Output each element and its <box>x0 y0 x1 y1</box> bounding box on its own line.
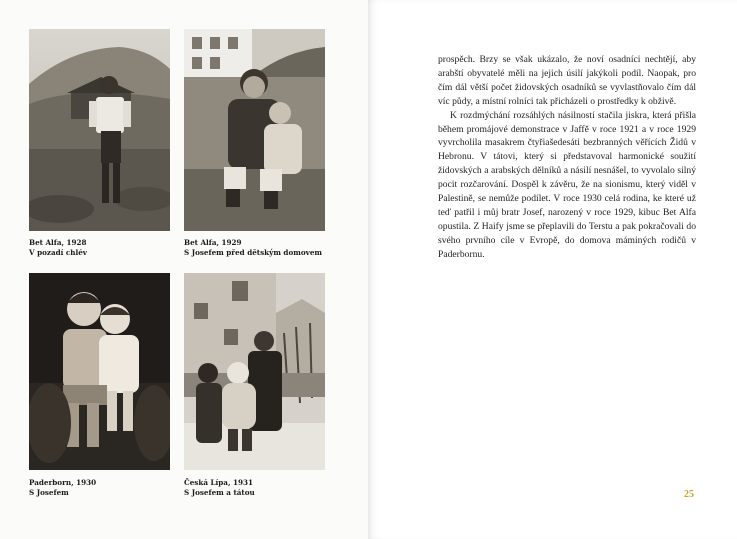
caption-description: S Josefem <box>29 488 69 497</box>
photo-caption <box>184 478 255 498</box>
photo-bet-alfa-1929 <box>184 29 325 231</box>
caption-description: S Josefem před dětským domovem <box>184 248 322 257</box>
paragraph: prospěch. Brzy se však ukázalo, že noví osadníci nechtějí, aby arabští obyvatelé měli na jejich úsilí jakýkoli podíl. Naopak, pro čím dál větší počet židovských osadníků se vyvlastňovalo čím dál víc půdy, a místní rolníci tak přicházeli o prostředky k obživě. <box>438 54 696 107</box>
caption-place-date: Bet Alfa, 1928 <box>29 238 87 247</box>
caption-description: S Josefem a tátou <box>184 488 255 497</box>
photo-paderborn-1930 <box>29 273 170 470</box>
body-text <box>438 53 696 262</box>
photo-ceska-lipa-1931 <box>184 273 325 470</box>
photo-caption <box>184 238 322 258</box>
photo-caption <box>29 478 96 498</box>
caption-description: V pozadí chlév <box>29 248 87 257</box>
photo-bet-alfa-1928 <box>29 29 170 231</box>
page-number: 25 <box>684 489 694 500</box>
paragraph: K rozdmýchání rozsáhlých násilností stačila jiskra, která přišla během promájové demonstrace v Jaffě v roce 1921 a v roce 1929 vyvrcholila masakrem čtyřiašedesáti bezbranných věřících Židů v Hebronu. V tátovi, který si představoval harmonické soužití židovských a arabských dělníků a násilí nesnášel, to vyvolalo silný pocit rozčarování. Dospěl k závěru, že na sionismu, který viděl v Palestině, se nemůže podílet. V roce 1930 celá rodina, ke které už teď patřil i můj bratr Josef, narozený v roce 1929, kibuc Bet Alfa opustila. Z Haify jsme se přeplavili do Terstu a pak pokračovali do svého prvního cíle v Evropě, do domova máminých rodičů v Paderbornu. <box>438 109 696 260</box>
caption-place-date: Česká Lípa, 1931 <box>184 478 253 487</box>
caption-place-date: Bet Alfa, 1929 <box>184 238 242 247</box>
photo-caption <box>29 238 87 258</box>
caption-place-date: Paderborn, 1930 <box>29 478 97 487</box>
